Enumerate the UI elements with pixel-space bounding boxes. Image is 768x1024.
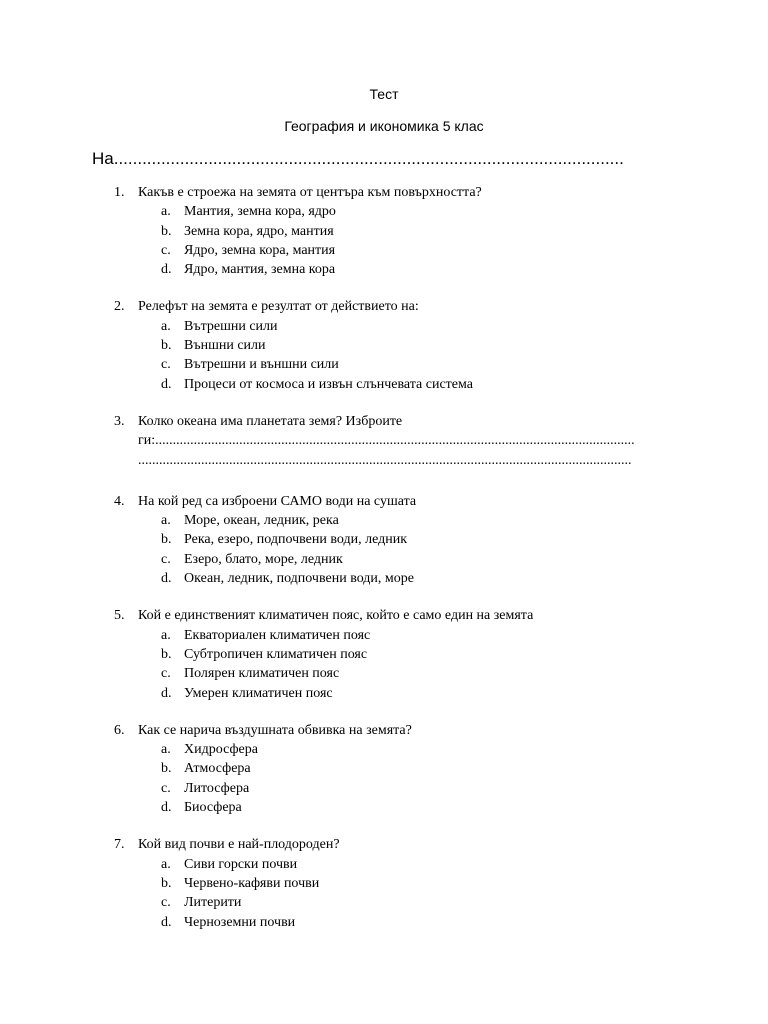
question-number: 3. (114, 413, 125, 429)
option-text: Ядро, мантия, земна кора (184, 262, 336, 278)
answer-option (0, 375, 768, 394)
option-text: Море, океан, ледник, река (184, 513, 339, 529)
option-text: Полярен климатичен пояс (184, 666, 340, 682)
option-text: Сиви горски почви (184, 856, 298, 872)
option-text: Ядро, земна кора, мантия (184, 242, 336, 258)
answer-option (0, 317, 768, 336)
answer-option (0, 569, 768, 588)
option-letter: b. (161, 223, 172, 239)
option-letter: d. (161, 571, 172, 587)
question-text: Колко океана има планетата земя? Изброите (138, 413, 403, 429)
answer-option (0, 684, 768, 703)
option-text: Хидросфера (184, 742, 258, 758)
question-5 (0, 606, 768, 702)
option-text: Умерен климатичен пояс (184, 685, 333, 701)
answer-option (0, 874, 768, 893)
option-letter: a. (161, 204, 171, 220)
page-subtitle: География и икономика 5 клас (284, 118, 484, 134)
option-text: Червено-кафяви почви (184, 875, 320, 891)
option-letter: d. (161, 376, 172, 392)
answer-option (0, 740, 768, 759)
option-text: Земна кора, ядро, мантия (184, 223, 334, 239)
option-letter: c. (161, 780, 171, 796)
option-text: Външни сили (184, 338, 266, 354)
answer-option (0, 798, 768, 817)
answer-option (0, 550, 768, 569)
question-4 (0, 492, 768, 588)
question-number: 5. (114, 608, 125, 624)
question-text: Релефът на земята е резултат от действието на: (138, 299, 419, 315)
question-6 (0, 721, 768, 817)
option-letter: c. (161, 242, 171, 258)
question-text: Кой вид почви е най-плодороден? (138, 837, 340, 853)
answer-option (0, 530, 768, 549)
question-text: На кой ред са изброени САМО води на сушата (138, 493, 417, 509)
answer-option (0, 336, 768, 355)
option-letter: a. (161, 627, 171, 643)
question-number: 7. (114, 837, 125, 853)
option-letter: c. (161, 895, 171, 911)
option-text: Вътрешни и външни сили (184, 357, 339, 373)
option-text: Субтропичен климатичен пояс (184, 646, 368, 662)
answer-option (0, 913, 768, 932)
option-text: Литерити (184, 895, 242, 911)
option-letter: b. (161, 875, 172, 891)
page-title: Тест (369, 86, 399, 102)
answer-option (0, 893, 768, 912)
option-text: Екваториален климатичен пояс (184, 627, 371, 643)
answer-option (0, 645, 768, 664)
answer-option (0, 222, 768, 241)
question-number: 6. (114, 722, 125, 738)
option-text: Вътрешни сили (184, 318, 278, 334)
option-text: Река, езеро, подпочвени води, ледник (184, 532, 408, 548)
question-text: Какъв е строежа на земята от центъра към повърхността? (138, 185, 482, 200)
option-text: Атмосфера (184, 761, 251, 777)
question-2 (0, 297, 768, 393)
name-field-line: На............................................................................................................ (92, 149, 624, 168)
option-letter: b. (161, 338, 172, 354)
option-letter: a. (161, 742, 171, 758)
answer-option (0, 626, 768, 645)
question-number: 4. (114, 493, 125, 509)
question-1 (0, 183, 768, 279)
answer-option (0, 779, 768, 798)
option-text: Процеси от космоса и извън слънчевата система (184, 376, 473, 392)
option-letter: a. (161, 513, 171, 529)
question-3 (0, 412, 768, 470)
option-letter: d. (161, 262, 172, 278)
question-7 (0, 835, 768, 931)
option-text: Мантия, земна кора, ядро (184, 204, 336, 220)
option-letter: a. (161, 856, 171, 872)
option-letter: c. (161, 357, 171, 373)
option-letter: b. (161, 646, 172, 662)
option-text: Биосфера (184, 800, 242, 816)
option-letter: b. (161, 761, 172, 777)
option-letter: d. (161, 914, 172, 930)
question-list (0, 183, 768, 950)
option-text: Езеро, блато, море, ледник (184, 551, 343, 567)
answer-line: ги:......................................................................................................................................... (138, 433, 635, 449)
question-number: 2. (114, 299, 125, 315)
answer-option (0, 664, 768, 683)
question-text: Как се нарича въздушната обвивка на земята? (138, 722, 412, 738)
option-letter: c. (161, 666, 171, 682)
option-letter: d. (161, 685, 172, 701)
option-letter: a. (161, 318, 171, 334)
answer-option (0, 511, 768, 530)
option-letter: b. (161, 532, 172, 548)
option-text: Литосфера (184, 780, 250, 796)
option-text: Черноземни почви (184, 914, 296, 930)
answer-option (0, 759, 768, 778)
question-number: 1. (114, 185, 125, 200)
question-text: Кой е единственият климатичен пояс, който е само един на земята (138, 608, 534, 624)
option-letter: d. (161, 800, 172, 816)
answer-option (0, 202, 768, 221)
answer-option (0, 855, 768, 874)
option-letter: c. (161, 551, 171, 567)
answer-line: ............................................................................................................................................. (138, 452, 632, 468)
option-text: Океан, ледник, подпочвени води, море (184, 571, 414, 587)
answer-option (0, 355, 768, 374)
answer-option (0, 241, 768, 260)
answer-option (0, 260, 768, 279)
